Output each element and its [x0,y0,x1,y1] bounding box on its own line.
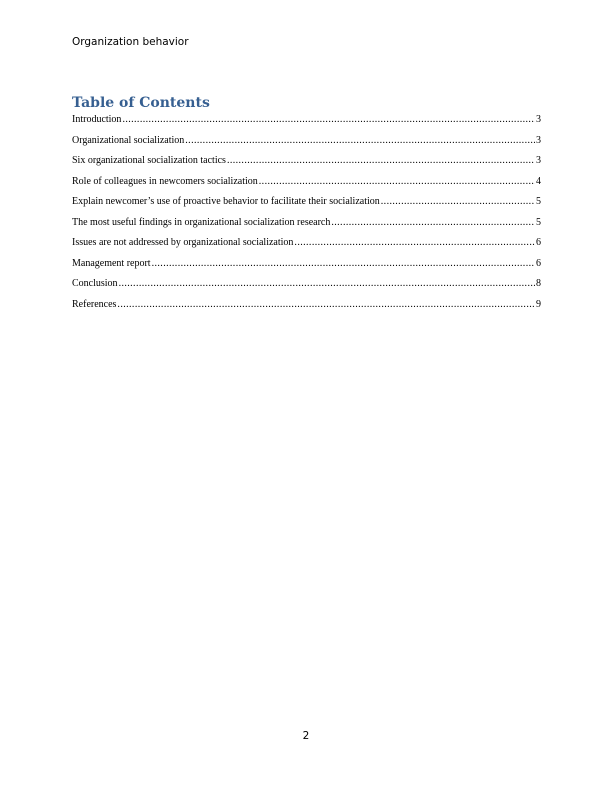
toc-dot-leader [294,237,535,249]
toc-entry-conclusion[interactable] [72,278,541,299]
running-header: Organization behavior [72,36,189,48]
toc-dot-leader [259,176,535,188]
toc-entry-organizational-socialization[interactable] [72,135,541,156]
toc-entry-title: Conclusion [72,278,118,289]
toc-entry-useful-findings[interactable] [72,217,541,238]
toc-dot-leader [185,135,535,147]
toc-entry-page: 6 [536,237,541,248]
toc-entry-introduction[interactable] [72,114,541,135]
toc-entry-references[interactable] [72,299,541,320]
toc-entry-page: 9 [536,298,541,310]
toc-entry-title: Explain newcomer’s use of proactive behavior to facilitate their socialization [72,196,380,207]
toc-entry-title: Six organizational socialization tactics [72,155,226,166]
toc-entry-management-report[interactable] [72,258,541,279]
toc-entry-title: The most useful findings in organizational socialization research [72,216,331,228]
toc-entry-title: Management report [72,257,151,269]
toc-entry-six-tactics[interactable] [72,155,541,176]
toc-dot-leader [381,196,535,208]
toc-dot-leader [117,299,535,311]
page-number: 2 [302,730,310,742]
toc-heading: Table of Contents [72,95,210,111]
toc-dot-leader [227,155,535,167]
toc-entry-title: Role of colleagues in newcomers socialization [72,175,258,187]
toc-entry-page: 4 [536,175,541,187]
toc-entry-proactive-behavior[interactable] [72,196,541,217]
toc-entry-page: 5 [536,196,541,207]
toc-entry-page: 3 [536,155,541,166]
toc-dot-leader [119,278,535,290]
toc-entry-page: 3 [536,134,541,146]
toc-entry-title: Issues are not addressed by organizational socialization [72,237,294,248]
toc-entry-page: 8 [536,278,541,289]
toc-entry-title: References [72,298,117,310]
toc-entry-page: 5 [536,216,541,228]
toc-dot-leader [152,258,535,270]
toc-dot-leader [122,114,535,126]
toc-entry-role-of-colleagues[interactable] [72,176,541,197]
toc-dot-leader [331,217,535,229]
toc-entry-issues-not-addressed[interactable] [72,237,541,258]
toc-entry-title: Introduction [72,114,122,125]
table-of-contents [72,114,541,319]
toc-entry-page: 3 [536,114,541,125]
toc-entry-title: Organizational socialization [72,134,185,146]
toc-entry-page: 6 [536,257,541,269]
